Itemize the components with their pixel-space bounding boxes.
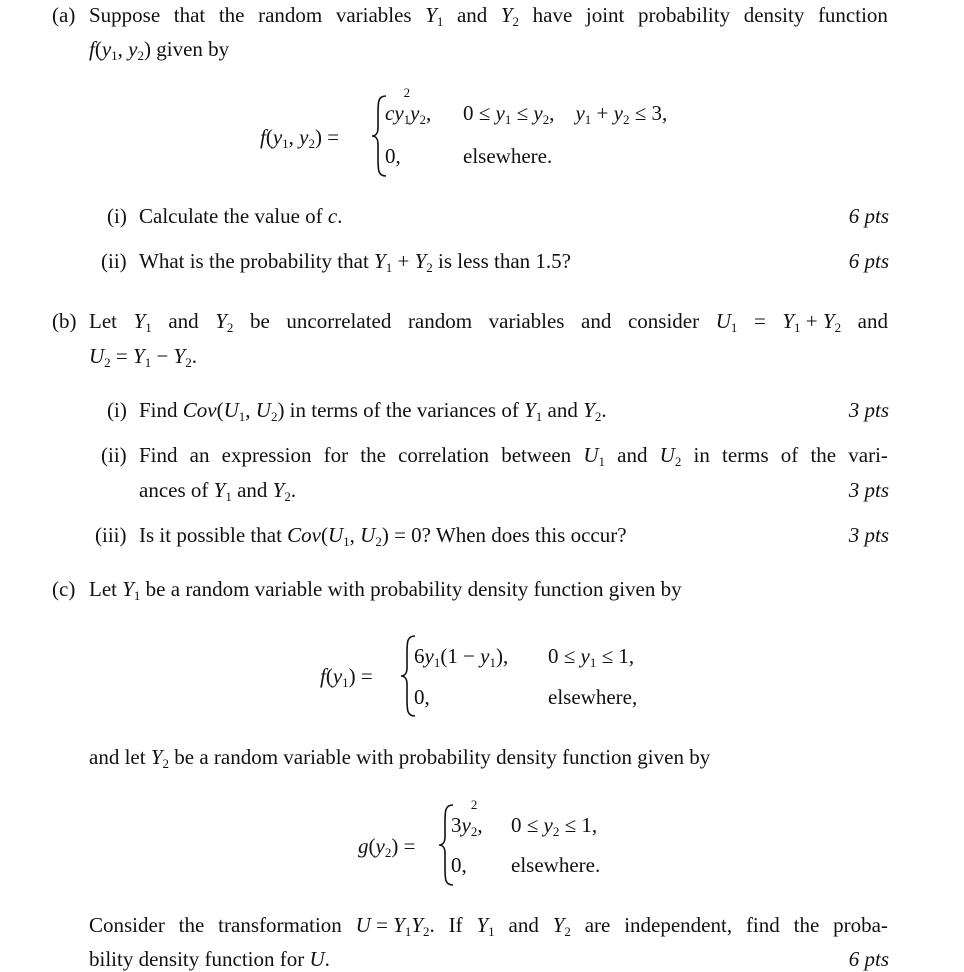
part-c-g-case2-cond: elsewhere. [511,853,601,877]
part-c-final-line2: bility density function for U. [89,947,330,971]
part-a-case2-cond: elsewhere. [463,144,553,168]
part-c-f-case2-cond: elsewhere, [548,685,638,709]
part-c-g-case1-cond: $0 \le y_2 \le 1$, [511,813,598,839]
part-a-q1-label: (i) [107,204,127,228]
part-c-g-lhs: $g(y_2)$ = [358,834,416,860]
part-b-q2-line1: Find an expression for the correlation between $U_1$ and $U_2$ in terms of the vari- [139,443,888,469]
part-c-intro: Let $Y_1$ be a random variable with probability density function given by [89,577,682,603]
part-a-label: (a) [52,3,76,27]
part-a-intro-line1: Suppose that the random variables $Y_1$ and $Y_2$ have joint probability density function [89,3,888,29]
part-a-pdf-lhs: $f(y_1$, $y_2$) = [260,125,340,151]
part-c-final-pts: 6 pts [848,947,889,971]
part-b-intro-line1: Let $Y_1$ and $Y_2$ be uncorrelated random variables and consider $U_1$ = $Y_1 + Y_2$ and [89,309,888,335]
part-b-q3-label: (iii) [95,523,127,547]
part-b-q1-label: (i) [107,398,127,422]
part-c-f-case2-expr: 0, [414,685,430,709]
part-a-case1-cond: $0 \le y_1 \le y_2$, $y_1 + y_2 \le 3$, [463,101,668,127]
part-c-f-lhs: $f(y_1)$ = [320,664,373,690]
part-c-label: (c) [52,577,76,601]
part-a-q1-pts: 6 pts [848,204,889,228]
part-a-case1-expr: cy $_{2 1}y_2$, [385,85,432,127]
part-a-q2-text: What is the probability that $Y_1 + Y_2$ is less than 1.5? [139,249,571,275]
part-b-q1-pts: 3 pts [848,398,889,422]
part-b-q1-text: Find $Cov(U_1$, $U_2$) in terms of the variances of $Y_1$ and $Y_2$. [139,398,607,424]
part-c-mid-text: and let $Y_2$ be a random variable with probability density function given by [89,745,711,771]
part-a-intro-line2: $f(y_1$, $y_2$) given by [89,37,230,63]
part-a-q2-label: (ii) [101,249,127,273]
part-b-label: (b) [52,309,77,333]
part-a-q1-text: Calculate the value of c. [139,204,343,228]
part-b-q2-pts: 3 pts [848,478,889,502]
part-a-q2-pts: 6 pts [848,249,889,273]
part-c-g-case2-expr: 0, [451,853,467,877]
part-a-case2-expr: 0, [385,144,401,168]
part-b-intro-line2: $U_2 = Y_1 - Y_2$. [89,344,197,370]
part-c-f-case1-cond: $0 \le y_1 \le 1$, [548,644,635,670]
part-b-q3-text: Is it possible that $Cov(U_1$, $U_2) = 0$? When does this occur? [139,523,627,549]
part-c-g-case1-expr: 3y $_{2 2}$, [451,797,483,839]
part-c-f-case1-expr: $6y_1(1 - y_1)$, [414,644,509,670]
part-b-q3-pts: 3 pts [848,523,889,547]
part-b-q2-label: (ii) [101,443,127,467]
part-c-final-line1: Consider the transformation $U = Y_1Y_2$. If $Y_1$ and $Y_2$ are independent, find the proba- [89,913,888,939]
part-b-q2-line2: ances of $Y_1$ and $Y_2$. [139,478,297,504]
